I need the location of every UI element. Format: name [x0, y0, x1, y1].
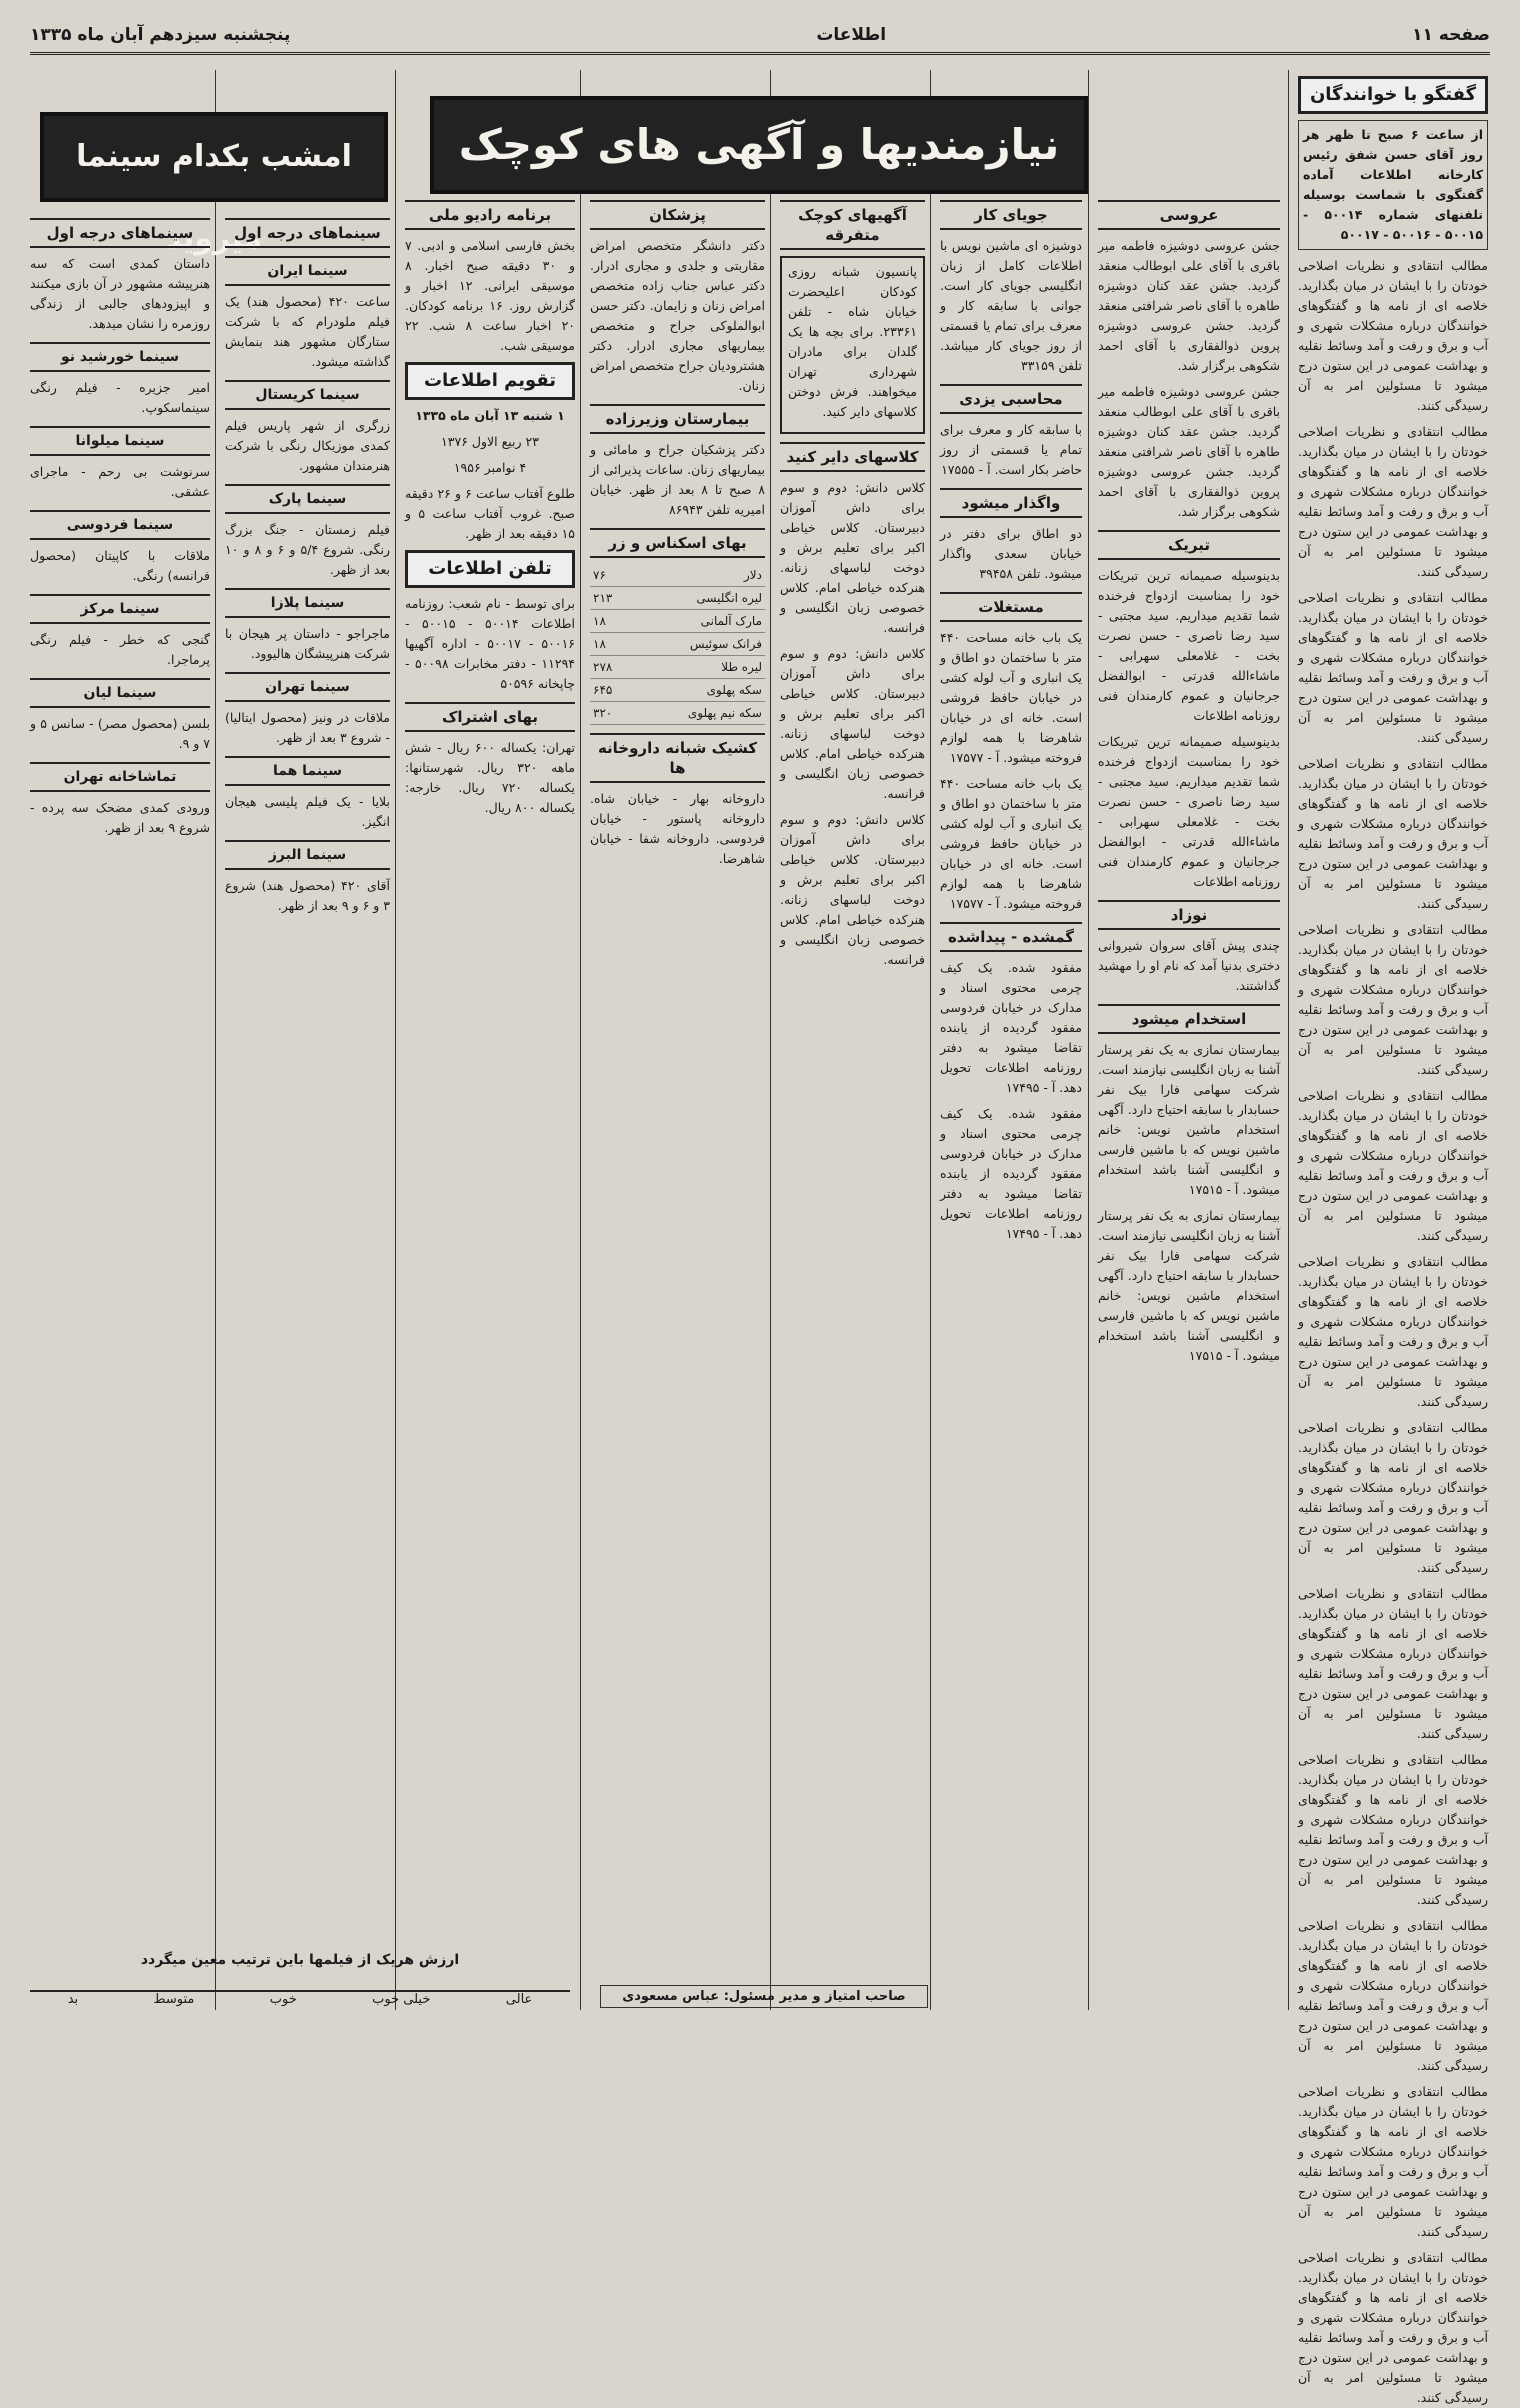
subscription-heading: بهای اشتراک — [405, 702, 575, 732]
transfer-text: دو اطاق برای دفتر در خیابان سعدی واگذار میشود. تلفن ۳۹۴۵۸ — [940, 526, 1082, 581]
exchange-item: فرانک سوئیس — [632, 633, 765, 656]
column-medical — [590, 70, 765, 1990]
calendar-line: ۴ نوامبر ۱۹۵۶ — [453, 460, 527, 475]
cinema-desc: ساعت ۴۲۰ (محصول هند) یک فیلم ملودرام که با شرکت ستارگان مشهور هند بنمایش گذاشته میشود. — [225, 294, 390, 369]
cinema-name: سینما کریستال — [225, 380, 390, 410]
newborn-text: چندی پیش آقای سروان شیروانی دختری بدنیا آمد که نام او را مهشید گذاشتند. — [1098, 938, 1280, 993]
classes-text: کلاس دانش: دوم و سوم برای داش آموزان دبیرستان. کلاس خیاطی اکبر برای تعلیم برش و دوخت لباسهای زنانه. هنرکده خیاطی امام. کلاس خصوصی زبان انگلیسی و فرانسه. — [780, 812, 925, 967]
cinema-heading: سینماهای درجه اول — [225, 218, 390, 248]
hiring-heading: استخدام میشود — [1098, 1004, 1280, 1034]
hospital-text: دکتر پزشکیان جراح و مامائی و بیماریهای زنان. ساعات پذیرائی از ۸ صبح تا ۸ بعد از ظهر. خیابان امیریه تلفن ۸۶۹۴۳ — [590, 442, 765, 517]
readers-body: مطالب انتقادی و نظریات اصلاحی خودتان را با ایشان در میان بگذارید. خلاصه ای از نامه ها و گفتگوهای خوانندگان درباره مشکلات شهری و آب و برق و رفت و آمد وسائط نقلیه و بهداشت عمومی در این ستون درج میشود تا مسئولین امر به آن رسیدگی کنند. — [1298, 756, 1488, 911]
column-divider — [1288, 70, 1289, 2010]
readers-title: گفتگو با خوانندگان — [1298, 76, 1488, 114]
phones-heading: تلفن اطلاعات — [405, 550, 575, 588]
accountant-heading: محاسبی یزدی — [940, 384, 1082, 414]
rating-label: خوب — [269, 1992, 297, 2007]
medical-heading: پزشکان — [590, 200, 765, 230]
exchange-item: دلار — [632, 564, 765, 587]
exchange-row — [590, 702, 765, 725]
wedding-text: جشن عروسی دوشیزه فاطمه میر باقری با آقای علی ابوطالب منعقد گردید. جشن عقد کنان دوشیزه طاهره با آقای ناصر شرافتی منعقد گردید. جشن عروسی دوشیزه پروین ذوالفقاری با آقای احمد شکوهی برگزار شد. — [1098, 238, 1280, 373]
readers-body: مطالب انتقادی و نظریات اصلاحی خودتان را با ایشان در میان بگذارید. خلاصه ای از نامه ها و گفتگوهای خوانندگان درباره مشکلات شهری و آب و برق و رفت و آمد وسائط نقلیه و بهداشت عمومی در این ستون درج میشود تا مسئولین امر به آن رسیدگی کنند. — [1298, 258, 1488, 413]
cinema-desc: فیلم زمستان - جنگ بزرگ رنگی. شروع ۵/۴ و ۶ و ۸ و ۱۰ بعد از ظهر. — [225, 522, 391, 577]
misc-text: پانسیون شبانه روزی کودکان اعلیحضرت خیابان شاه - تلفن ۲۳۳۶۱. برای بچه ها یک گلدان برای مادران شهرداری تهران میخواهند. فرش دوختن کلاسهای دایر کنید. — [788, 264, 917, 419]
accountant-text: با سابقه کار و معرف برای تمام یا قسمتی از روز حاضر بکار است. آ - ۱۷۵۵۵ — [940, 422, 1082, 477]
readers-body: مطالب انتقادی و نظریات اصلاحی خودتان را با ایشان در میان بگذارید. خلاصه ای از نامه ها و گفتگوهای خوانندگان درباره مشکلات شهری و آب و برق و رفت و آمد وسائط نقلیه و بهداشت عمومی در این ستون درج میشود تا مسئولین امر به آن رسیدگی کنند. — [1298, 1088, 1488, 1243]
exchange-row — [590, 587, 765, 610]
cinema-name: سینما لیان — [30, 678, 210, 708]
subscription-text: تهران: یکساله ۶۰۰ ریال - شش ماهه ۳۲۰ ریال. شهرستانها: یکساله ۷۲۰ ریال. خارجه: یکساله ۸۰۰ ریال. — [405, 740, 575, 815]
exchange-price: ۶۴۵ — [590, 679, 632, 702]
signature: صاحب امتیاز و مدیر مسئول: عباس مسعودی — [600, 1985, 928, 2008]
wedding-text: جشن عروسی دوشیزه فاطمه میر باقری با آقای علی ابوطالب منعقد گردید. جشن عقد کنان دوشیزه طاهره با آقای ناصر شرافتی منعقد گردید. جشن عروسی دوشیزه پروین ذوالفقاری با آقای احمد شکوهی برگزار شد. — [1098, 384, 1280, 519]
cinema-name: سینما پارک — [225, 484, 390, 514]
lost-text: مفقود شده. یک کیف چرمی محتوی اسناد و مدارک در خیابان فردوسی مفقود گردیده از یابنده تقاضا میشود به دفتر روزنامه اطلاعات تحویل دهد. آ - ۱۷۴۹۵ — [940, 1106, 1082, 1241]
page-number: صفحه ۱۱ — [1412, 25, 1490, 45]
cinema-desc: ماجراجو - داستان پر هیجان با شرکت هنرپیشگان هالیوود. — [225, 626, 390, 661]
column-social — [1098, 70, 1280, 1990]
classes-text: کلاس دانش: دوم و سوم برای داش آموزان دبیرستان. کلاس خیاطی اکبر برای تعلیم برش و دوخت لباسهای زنانه. هنرکده خیاطی امام. کلاس خصوصی زبان انگلیسی و فرانسه. — [780, 480, 925, 635]
realestate-text: یک باب خانه مساحت ۴۴۰ متر با ساختمان دو اطاق و یک انباری و آب لوله کشی در خیابان حافظ فروشی است. خانه ای در خیابان شاهرضا با همه لوازم فروخته میشود. آ - ۱۷۵۷۷ — [940, 776, 1082, 911]
readers-body: مطالب انتقادی و نظریات اصلاحی خودتان را با ایشان در میان بگذارید. خلاصه ای از نامه ها و گفتگوهای خوانندگان درباره مشکلات شهری و آب و برق و رفت و آمد وسائط نقلیه و بهداشت عمومی در این ستون درج میشود تا مسئولین امر به آن رسیدگی کنند. — [1298, 424, 1488, 579]
cinema-desc: سرنوشت بی رحم - ماجرای عشقی. — [30, 464, 210, 499]
exchange-item: سکه پهلوی — [632, 679, 765, 702]
cinema-desc: بلایا - یک فیلم پلیسی هیجان انگیز. — [225, 794, 390, 829]
exchange-price: ۷۶ — [590, 564, 632, 587]
readers-body: مطالب انتقادی و نظریات اصلاحی خودتان را با ایشان در میان بگذارید. خلاصه ای از نامه ها و گفتگوهای خوانندگان درباره مشکلات شهری و آب و برق و رفت و آمد وسائط نقلیه و بهداشت عمومی در این ستون درج میشود تا مسئولین امر به آن رسیدگی کنند. — [1298, 1752, 1488, 1907]
column-divider — [1088, 70, 1089, 2010]
radio-text: بخش فارسی اسلامی و ادبی. ۷ و ۳۰ دقیقه صبح اخبار. ۸ موسیقی ایرانی. ۱۲ اخبار و گزارش روز. ۱۶ برنامه کودکان. ۲۰ اخبار ساعت ۸ شب. ۲۲ موسیقی شب. — [405, 238, 575, 353]
cinema-name: سینما مرکز — [30, 594, 210, 624]
readers-body: مطالب انتقادی و نظریات اصلاحی خودتان را با ایشان در میان بگذارید. خلاصه ای از نامه ها و گفتگوهای خوانندگان درباره مشکلات شهری و آب و برق و رفت و آمد وسائط نقلیه و بهداشت عمومی در این ستون درج میشود تا مسئولین امر به آن رسیدگی کنند. — [1298, 590, 1488, 745]
hospital-heading: بیمارستان وزیرزاده — [590, 404, 765, 434]
realestate-text: یک باب خانه مساحت ۴۴۰ متر با ساختمان دو اطاق و یک انباری و آب لوله کشی در خیابان حافظ فروشی است. خانه ای در خیابان شاهرضا با همه لوازم فروخته میشود. آ - ۱۷۵۷۷ — [940, 630, 1082, 765]
newborn-heading: نوزاد — [1098, 900, 1280, 930]
column-divider — [395, 70, 396, 2010]
rating-title: ارزش هریک از فیلمها باین ترتیب معین میگردد — [140, 1952, 460, 1968]
rating-scale — [30, 1990, 570, 2020]
exchange-row — [590, 564, 765, 587]
cinema-desc: امیر جزیره - فیلم رنگی سینماسکوپ. — [30, 380, 210, 415]
cinema-desc: ورودی کمدی مضحک سه پرده - شروع ۹ بعد از ظهر. — [30, 800, 210, 835]
left-notes-text: داستان کمدی است که سه هنرپیشه مشهور در آن بازی میکنند و اپیزودهای جالبی از زندگی روزمره را نشان میدهد. — [30, 256, 210, 331]
cinema-desc: گنجی که خطر - فیلم رنگی پرماجرا. — [30, 632, 210, 667]
transfer-heading: واگذار میشود — [940, 488, 1082, 518]
classes-heading: کلاسهای دایر کنید — [780, 442, 925, 472]
exchange-item: مارک آلمانی — [632, 610, 765, 633]
cinema-name: تماشاخانه تهران — [30, 762, 210, 792]
cinema-banner: امشب بکدام سینما میروید — [40, 112, 388, 202]
radio-heading: برنامه رادیو ملی — [405, 200, 575, 230]
classified-banner: نیازمندیها و آگهی های کوچک — [430, 96, 1088, 194]
cinema-list-continued — [30, 342, 210, 838]
calendar-line: ۲۳ ربیع الاول ۱۳۷۶ — [441, 434, 539, 449]
column-jobs — [940, 70, 1082, 1990]
exchange-price: ۲۷۸ — [590, 656, 632, 679]
exchange-table — [590, 564, 765, 725]
congrats-text: بدینوسیله صمیمانه ترین تبریکات خود را بمناسبت ازدواج فرخنده شما تقدیم میداریم. سید مجتبی - سید رضا ناصری - حسن نصرت بخت - غلامعلی سهرابی - ماشاءالله قدرتی - ابوالفضل جرجانیان و عموم کارمندان فنی روزنامه اطلاعات — [1098, 568, 1280, 723]
readers-body: مطالب انتقادی و نظریات اصلاحی خودتان را با ایشان در میان بگذارید. خلاصه ای از نامه ها و گفتگوهای خوانندگان درباره مشکلات شهری و آب و برق و رفت و آمد وسائط نقلیه و بهداشت عمومی در این ستون درج میشود تا مسئولین امر به آن رسیدگی کنند. — [1298, 1254, 1488, 1409]
rating-label: عالی — [505, 1992, 533, 2007]
readers-body: مطالب انتقادی و نظریات اصلاحی خودتان را با ایشان در میان بگذارید. خلاصه ای از نامه ها و گفتگوهای خوانندگان درباره مشکلات شهری و آب و برق و رفت و آمد وسائط نقلیه و بهداشت عمومی در این ستون درج میشود تا مسئولین امر به آن رسیدگی کنند. — [1298, 1420, 1488, 1575]
exchange-row — [590, 656, 765, 679]
cinema-desc: بلسن (محصول مصر) - سانس ۵ و ۷ و ۹. — [30, 716, 210, 751]
classes-text: کلاس دانش: دوم و سوم برای داش آموزان دبیرستان. کلاس خیاطی اکبر برای تعلیم برش و دوخت لباسهای زنانه. هنرکده خیاطی امام. کلاس خصوصی زبان انگلیسی و فرانسه. — [780, 646, 925, 801]
date-line: پنجشنبه سیزدهم آبان ماه ۱۳۳۵ — [30, 25, 291, 45]
misc-ad — [780, 256, 925, 434]
readers-body: مطالب انتقادی و نظریات اصلاحی خودتان را با ایشان در میان بگذارید. خلاصه ای از نامه ها و گفتگوهای خوانندگان درباره مشکلات شهری و آب و برق و رفت و آمد وسائط نقلیه و بهداشت عمومی در این ستون درج میشود تا مسئولین امر به آن رسیدگی کنند. — [1298, 922, 1488, 1077]
exchange-heading: بهای اسکناس و زر — [590, 528, 765, 558]
jobs-text: دوشیزه ای ماشین نویس با اطلاعات کامل از زبان انگلیسی جویای کار است. جوانی با سابقه کار و معرف برای تمام یا قسمتی از روز جویای کار میباشد. تلفن ۳۳۱۵۹ — [940, 238, 1082, 373]
column-misc — [780, 70, 925, 1990]
calendar-line: ۱ شنبه ۱۳ آبان ماه ۱۳۳۵ — [415, 408, 565, 423]
exchange-row — [590, 610, 765, 633]
exchange-price: ۲۱۳ — [590, 587, 632, 610]
cinema-name: سینما ایران — [225, 256, 390, 286]
calendar-text: طلوع آفتاب ساعت ۶ و ۲۶ دقیقه صبح. غروب آفتاب ساعت ۵ و ۱۵ دقیقه بعد از ظهر. — [405, 486, 576, 541]
exchange-price: ۳۲۰ — [590, 702, 632, 725]
wedding-heading: عروسی — [1098, 200, 1280, 230]
cinema-name: سینما پلازا — [225, 588, 390, 618]
column-left — [30, 70, 210, 1970]
exchange-row — [590, 679, 765, 702]
calendar-heading: تقویم اطلاعات — [405, 362, 575, 400]
column-divider — [580, 70, 581, 2010]
readers-body: مطالب انتقادی و نظریات اصلاحی خودتان را با ایشان در میان بگذارید. خلاصه ای از نامه ها و گفتگوهای خوانندگان درباره مشکلات شهری و آب و برق و رفت و آمد وسائط نقلیه و بهداشت عمومی در این ستون درج میشود تا مسئولین امر به آن رسیدگی کنند. — [1298, 1586, 1488, 1741]
readers-body: مطالب انتقادی و نظریات اصلاحی خودتان را با ایشان در میان بگذارید. خلاصه ای از نامه ها و گفتگوهای خوانندگان درباره مشکلات شهری و آب و برق و رفت و آمد وسائط نقلیه و بهداشت عمومی در این ستون درج میشود تا مسئولین امر به آن رسیدگی کنند. — [1298, 2084, 1488, 2239]
column-divider — [770, 70, 771, 2010]
cinema-name: سینما خورشید نو — [30, 342, 210, 372]
cinema-name: سینما البرز — [225, 840, 390, 870]
readers-body: مطالب انتقادی و نظریات اصلاحی خودتان را با ایشان در میان بگذارید. خلاصه ای از نامه ها و گفتگوهای خوانندگان درباره مشکلات شهری و آب و برق و رفت و آمد وسائط نقلیه و بهداشت عمومی در این ستون درج میشود تا مسئولین امر به آن رسیدگی کنند. — [1298, 2250, 1488, 2405]
cinema-desc: ملاقات در ونیز (محصول ایتالیا) - شروع ۳ بعد از ظهر. — [225, 710, 390, 745]
hiring-text: بیمارستان نمازی به یک نفر پرستار آشنا به زبان انگلیسی نیازمند است. شرکت سهامی فارا بیک نفر حسابدار با سابقه احتیاج دارد. آگهی استخدام ماشین نویس: خانم ماشین نویس که با ماشین فارسی و انگلیسی آشنا باشد استخدام میشود. آ - ۱۷۵۱۵ — [1098, 1208, 1280, 1363]
exchange-item: لیره انگلیسی — [632, 587, 765, 610]
lost-text: مفقود شده. یک کیف چرمی محتوی اسناد و مدارک در خیابان فردوسی مفقود گردیده از یابنده تقاضا میشود به دفتر روزنامه اطلاعات تحویل دهد. آ - ۱۷۴۹۵ — [940, 960, 1082, 1095]
cinema-name: سینما فردوسی — [30, 510, 210, 540]
readers-intro: از ساعت ۶ صبح تا ظهر هر روز آقای حسن شفق رئیس کارخانه اطلاعات آماده گفتگوی با شماست بوسیله تلفنهای شماره ۵۰۰۱۴ - ۵۰۰۱۵ - ۵۰۰۱۶ - ۵۰۰۱۷ — [1298, 120, 1488, 250]
column-divider — [215, 70, 216, 2010]
readers-column — [1298, 70, 1488, 2405]
lost-heading: گمشده - پیداشده — [940, 922, 1082, 952]
cinema-name: سینما تهران — [225, 672, 390, 702]
cinema-desc: ملاقات با کاپیتان (محصول فرانسه) رنگی. — [30, 548, 210, 583]
masthead: اطلاعات — [816, 25, 887, 45]
exchange-price: ۱۸ — [590, 610, 632, 633]
congrats-heading: تبریک — [1098, 530, 1280, 560]
cinema-desc: زرگری از شهر پاریس فیلم کمدی موزیکال رنگی با شرکت هنرمندان مشهور. — [225, 418, 390, 473]
column-divider — [930, 70, 931, 2010]
pharmacy-heading: کشیک شبانه داروخانه ها — [590, 733, 765, 783]
column-info — [405, 70, 575, 1990]
rating-label: خیلی خوب — [372, 1992, 431, 2007]
rating-label: بد — [67, 1992, 79, 2007]
cinema-name: سینما میلوانا — [30, 426, 210, 456]
column-cinema — [225, 70, 390, 1970]
exchange-item: لیره طلا — [632, 656, 765, 679]
page-header — [30, 18, 1490, 55]
cinema-list — [225, 256, 390, 916]
congrats-text: بدینوسیله صمیمانه ترین تبریکات خود را بمناسبت ازدواج فرخنده شما تقدیم میداریم. سید مجتبی - سید رضا ناصری - حسن نصرت بخت - غلامعلی سهرابی - ماشاءالله قدرتی - ابوالفضل جرجانیان و عموم کارمندان فنی روزنامه اطلاعات — [1098, 734, 1280, 889]
left-notes-heading: سینماهای درجه اول — [30, 218, 210, 248]
cinema-desc: آقای ۴۲۰ (محصول هند) شروع ۳ و ۶ و ۹ بعد از ظهر. — [225, 878, 391, 913]
medical-text: دکتر دانشگر متخصص امراض مقاربتی و جلدی و مجاری ادرار. دکتر عباس جناب زاده متخصص امراض زنان و زایمان. دکتر حسن ابوالملوکی جراح و متخصص بیماریهای مجاری ادرار. دکتر هشترودیان جراح متخصص امراض زنان. — [590, 238, 765, 393]
cinema-name: سینما هما — [225, 756, 390, 786]
exchange-row — [590, 633, 765, 656]
exchange-price: ۱۸ — [590, 633, 632, 656]
readers-body: مطالب انتقادی و نظریات اصلاحی خودتان را با ایشان در میان بگذارید. خلاصه ای از نامه ها و گفتگوهای خوانندگان درباره مشکلات شهری و آب و برق و رفت و آمد وسائط نقلیه و بهداشت عمومی در این ستون درج میشود تا مسئولین امر به آن رسیدگی کنند. — [1298, 1918, 1488, 2073]
exchange-item: سکه نیم پهلوی — [632, 702, 765, 725]
pharmacy-text: داروخانه بهار - خیابان شاه. داروخانه پاستور - خیابان فردوسی. داروخانه شفا - خیابان شاهرضا. — [590, 791, 765, 866]
realestate-heading: مستغلات — [940, 592, 1082, 622]
hiring-text: بیمارستان نمازی به یک نفر پرستار آشنا به زبان انگلیسی نیازمند است. شرکت سهامی فارا بیک نفر حسابدار با سابقه احتیاج دارد. آگهی استخدام ماشین نویس: خانم ماشین نویس که با ماشین فارسی و انگلیسی آشنا باشد استخدام میشود. آ - ۱۷۵۱۵ — [1098, 1042, 1280, 1197]
jobs-heading: جویای کار — [940, 200, 1082, 230]
misc-heading: آگهیهای کوچک متفرقه — [780, 200, 925, 250]
rating-label: متوسط — [153, 1992, 195, 2007]
phones-text: برای توسط - نام شعب: روزنامه اطلاعات ۵۰۰۱۴ - ۵۰۰۱۵ - ۵۰۰۱۶ - ۵۰۰۱۷ - اداره آگهیها ۱۱۲۹۴ - دفتر مخابرات ۵۰۰۹۸ - چاپخانه ۵۰۵۹۶ — [405, 596, 575, 691]
